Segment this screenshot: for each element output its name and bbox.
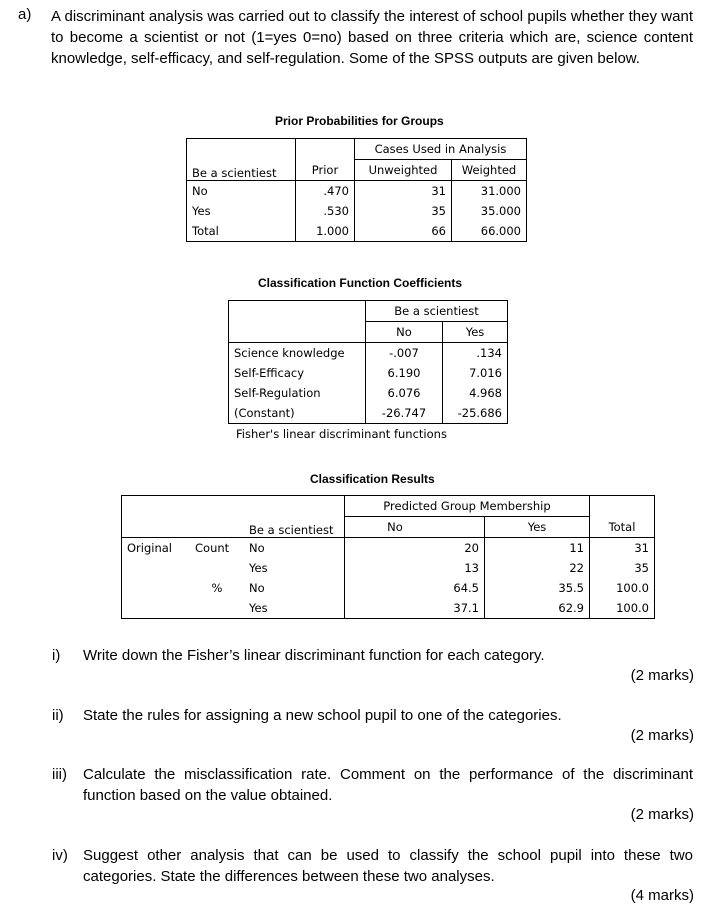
group-header: Be a scientiest [244, 517, 345, 538]
yes-value: 62.9 [485, 598, 590, 619]
table-row [122, 558, 655, 578]
table-row [187, 221, 527, 242]
yes-value: -25.686 [443, 403, 508, 424]
no-value: 37.1 [345, 598, 485, 619]
no-value: 6.076 [366, 383, 443, 403]
yes-value: 22 [485, 558, 590, 578]
group-header: Be a scientiest [187, 160, 296, 181]
yes-value: 4.968 [443, 383, 508, 403]
weighted-value: 31.000 [452, 181, 527, 202]
question-text: Suggest other analysis that can be used to classify the school pupil into these two categories. State the differences between these two analyses. [83, 847, 693, 885]
question-number: ii) [52, 707, 64, 724]
blank-cell [190, 598, 244, 619]
table-row [187, 201, 527, 221]
results-table-title: Classification Results [310, 472, 435, 486]
coef-footnote: Fisher's linear discriminant functions [236, 427, 447, 441]
no-value: -.007 [366, 343, 443, 364]
coef-table-title: Classification Function Coefficients [258, 276, 463, 290]
unweighted-value: 66 [355, 221, 452, 242]
blank-cell [190, 496, 244, 517]
question-text: State the rules for assigning a new school pupil to one of the categories. [83, 707, 562, 724]
row-label: Yes [244, 558, 345, 578]
yes-value: .134 [443, 343, 508, 364]
table-row [229, 343, 508, 364]
question-text: Calculate the misclassification rate. Comment on the performance of the discriminant function based on the value obtained. [83, 766, 693, 804]
blank-cell [190, 517, 244, 538]
table-row [229, 383, 508, 403]
blank-cell [122, 558, 191, 578]
total-value: 100.0 [590, 578, 655, 598]
table-row [187, 181, 527, 202]
blank-cell [122, 578, 191, 598]
row-label: (Constant) [229, 403, 366, 424]
blank-cell [187, 139, 296, 160]
no-value: 20 [345, 538, 485, 559]
row-label: Science knowledge [229, 343, 366, 364]
group-header: Be a scientiest [366, 301, 508, 322]
yes-value: 7.016 [443, 363, 508, 383]
prior-value: .470 [296, 181, 355, 202]
row-label: Yes [244, 598, 345, 619]
question-number: iv) [52, 847, 68, 864]
table-row [229, 363, 508, 383]
question-marks: (4 marks) [630, 887, 694, 904]
blank-cell [244, 496, 345, 517]
prior-table-title: Prior Probabilities for Groups [275, 114, 444, 128]
blank-cell [229, 322, 366, 343]
unweighted-header: Unweighted [355, 160, 452, 181]
table-row [122, 598, 655, 619]
blank-cell [190, 558, 244, 578]
no-header: No [366, 322, 443, 343]
yes-header: Yes [443, 322, 508, 343]
blank-cell [122, 598, 191, 619]
yes-value: 11 [485, 538, 590, 559]
total-value: 100.0 [590, 598, 655, 619]
unweighted-value: 31 [355, 181, 452, 202]
yes-value: 35.5 [485, 578, 590, 598]
question-text: Write down the Fisher’s linear discriminant function for each category. [83, 647, 545, 664]
yes-header: Yes [485, 517, 590, 538]
weighted-header: Weighted [452, 160, 527, 181]
question-marks: (2 marks) [630, 667, 694, 684]
row-label: Self-Regulation [229, 383, 366, 403]
part-label: a) [18, 6, 32, 23]
no-value: -26.747 [366, 403, 443, 424]
table-row [229, 403, 508, 424]
blank-cell [229, 301, 366, 322]
total-value: 31 [590, 538, 655, 559]
no-value: 64.5 [345, 578, 485, 598]
question-number: i) [52, 647, 61, 664]
total-header: Total [590, 517, 655, 538]
row-label: No [244, 538, 345, 559]
row-label: Total [187, 221, 296, 242]
total-value: 35 [590, 558, 655, 578]
original-label: Original [122, 538, 191, 559]
count-label: Count [195, 541, 230, 555]
cases-header: Cases Used in Analysis [355, 139, 527, 160]
prior-value: 1.000 [296, 221, 355, 242]
weighted-value: 35.000 [452, 201, 527, 221]
row-label: Yes [187, 201, 296, 221]
blank-cell [122, 517, 191, 538]
row-label: No [187, 181, 296, 202]
prior-header: Prior [296, 160, 355, 181]
question-marks: (2 marks) [630, 727, 694, 744]
prior-probabilities-table [186, 138, 527, 242]
question-number: iii) [52, 766, 67, 783]
predicted-header: Predicted Group Membership [345, 496, 590, 517]
coefficients-table [228, 300, 508, 424]
question-marks: (2 marks) [630, 806, 694, 823]
no-value: 13 [345, 558, 485, 578]
no-header: No [345, 517, 485, 538]
prior-value: .530 [296, 201, 355, 221]
table-row [122, 538, 655, 559]
table-row [122, 578, 655, 598]
weighted-value: 66.000 [452, 221, 527, 242]
blank-cell [590, 496, 655, 517]
blank-cell [122, 496, 191, 517]
row-label: Self-Efficacy [229, 363, 366, 383]
blank-cell [296, 139, 355, 160]
unweighted-value: 35 [355, 201, 452, 221]
no-value: 6.190 [366, 363, 443, 383]
intro-paragraph: A discriminant analysis was carried out to classify the interest of school pupils whether they want to become a scientist or not (1=yes 0=no) based on three criteria which are, science content knowledge, self-efficacy, and self-regulation. Some of the SPSS outputs are given below. [51, 8, 693, 67]
classification-results-table [121, 495, 655, 619]
row-label: No [244, 578, 345, 598]
percent-label: % [211, 581, 223, 595]
